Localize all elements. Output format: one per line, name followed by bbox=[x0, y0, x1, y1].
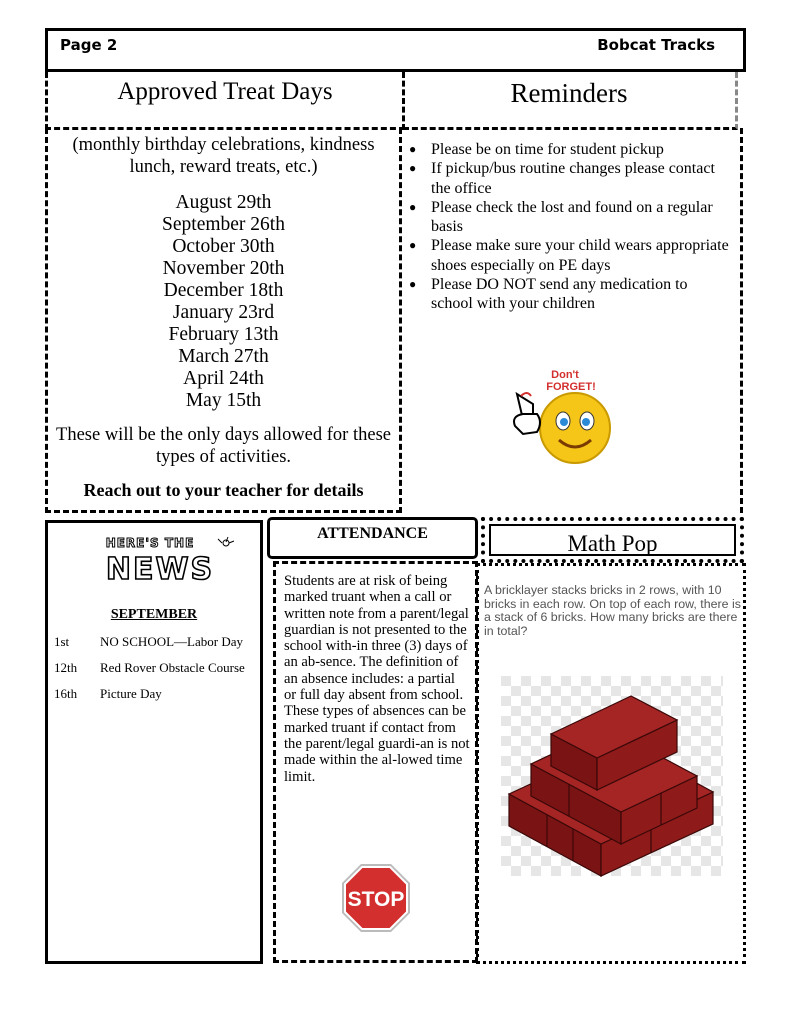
brick-stack-icon bbox=[501, 676, 723, 886]
treat-days-contact: Reach out to your teacher for details bbox=[83, 480, 364, 500]
event-day: 1st bbox=[54, 634, 70, 649]
news-logo-line2: NEWS bbox=[105, 552, 215, 586]
treat-date: January 23rd bbox=[172, 302, 275, 323]
math-pop-title-frame bbox=[489, 524, 736, 556]
stop-sign-text: STOP bbox=[347, 888, 405, 911]
reminders-list bbox=[409, 140, 731, 314]
treat-date: September 26th bbox=[162, 214, 285, 235]
news-month: SEPTEMBER bbox=[110, 607, 198, 622]
treat-date: December 18th bbox=[163, 280, 284, 301]
news-event bbox=[54, 634, 243, 650]
treat-days-title-box bbox=[45, 72, 405, 130]
event-label: NO SCHOOL—Labor Day bbox=[100, 634, 243, 649]
reminder-text: Please make sure your child wears appropriate shoes especially on PE days bbox=[431, 237, 729, 274]
event-day: 16th bbox=[54, 686, 78, 701]
reminders-title: Reminders bbox=[510, 78, 628, 108]
treat-date: March 27th bbox=[178, 346, 269, 367]
math-pop-problem: A bricklayer stacks bricks in 2 rows, with 10 bricks in each row. On top of each row, there is a stack of 6 bricks. How many bricks are there in total? bbox=[484, 583, 741, 638]
reminder-item bbox=[409, 140, 731, 159]
treat-days-title: Approved Treat Days bbox=[117, 78, 333, 105]
treat-date: May 15th bbox=[185, 390, 262, 411]
sticker-text-line2: FORGET! bbox=[546, 381, 596, 393]
treat-days-list bbox=[48, 192, 399, 412]
math-pop-section bbox=[476, 563, 746, 964]
treat-date: October 30th bbox=[172, 236, 275, 257]
reminder-item bbox=[409, 198, 731, 237]
attendance-text: Students are at risk of being marked truant when a call or written note from a parent/legal guardian is not presented to the school with-in three (3) days of an ab-sence. The definition of an absence includes: a partial or full day absent from school. These types of absences can be marked truant if contact from the parent/legal guardi-an is not made within the al-lowed time limit. bbox=[284, 573, 470, 785]
event-label: Red Rover Obstacle Course bbox=[100, 660, 245, 675]
dont-forget-smiley-icon bbox=[503, 366, 623, 466]
bullet-icon: ● bbox=[409, 161, 417, 176]
reminder-text: Please check the lost and found on a regular basis bbox=[431, 198, 713, 236]
news-logo-icon bbox=[78, 531, 243, 586]
bullet-icon: ● bbox=[409, 238, 417, 253]
news-logo-line1: HERE'S THE bbox=[105, 536, 195, 550]
reminder-item bbox=[409, 275, 731, 314]
sticker-text-line1: Don't bbox=[551, 369, 579, 381]
bullet-icon: ● bbox=[409, 199, 417, 214]
treat-days-section bbox=[45, 128, 402, 513]
math-pop-title: Math Pop bbox=[567, 531, 658, 556]
attendance-title: ATTENDANCE bbox=[317, 525, 428, 542]
page-number: Page 2 bbox=[60, 36, 118, 54]
news-event bbox=[54, 686, 162, 702]
attendance-title-box bbox=[267, 517, 478, 559]
news-section bbox=[45, 520, 263, 964]
bullet-icon: ● bbox=[409, 142, 417, 156]
reminder-item bbox=[409, 236, 731, 275]
bullet-icon: ● bbox=[409, 277, 417, 292]
reminder-text: Please DO NOT send any medication to school with your children bbox=[431, 276, 688, 313]
attendance-section bbox=[273, 561, 478, 963]
newsletter-name: Bobcat Tracks bbox=[597, 36, 715, 54]
treat-date: April 24th bbox=[183, 368, 264, 389]
news-event bbox=[54, 660, 245, 676]
treat-days-description: (monthly birthday celebrations, kindness lunch, reward treats, etc.) bbox=[72, 135, 375, 177]
treat-days-note: These will be the only days allowed for these types of activities. bbox=[56, 425, 391, 467]
event-day: 12th bbox=[54, 660, 78, 675]
treat-date: February 13th bbox=[168, 324, 279, 345]
stop-sign-icon bbox=[340, 862, 412, 934]
math-pop-title-box bbox=[481, 517, 744, 563]
reminder-item bbox=[409, 159, 731, 198]
reminder-text: If pickup/bus routine changes please contact the office bbox=[431, 160, 715, 197]
reminders-title-box bbox=[403, 72, 738, 130]
treat-date: November 20th bbox=[162, 258, 285, 279]
treat-date: August 29th bbox=[175, 192, 272, 213]
page-header bbox=[45, 28, 746, 72]
event-label: Picture Day bbox=[100, 686, 162, 701]
reminders-section bbox=[403, 128, 743, 513]
reminder-text: Please be on time for student pickup bbox=[431, 141, 664, 158]
